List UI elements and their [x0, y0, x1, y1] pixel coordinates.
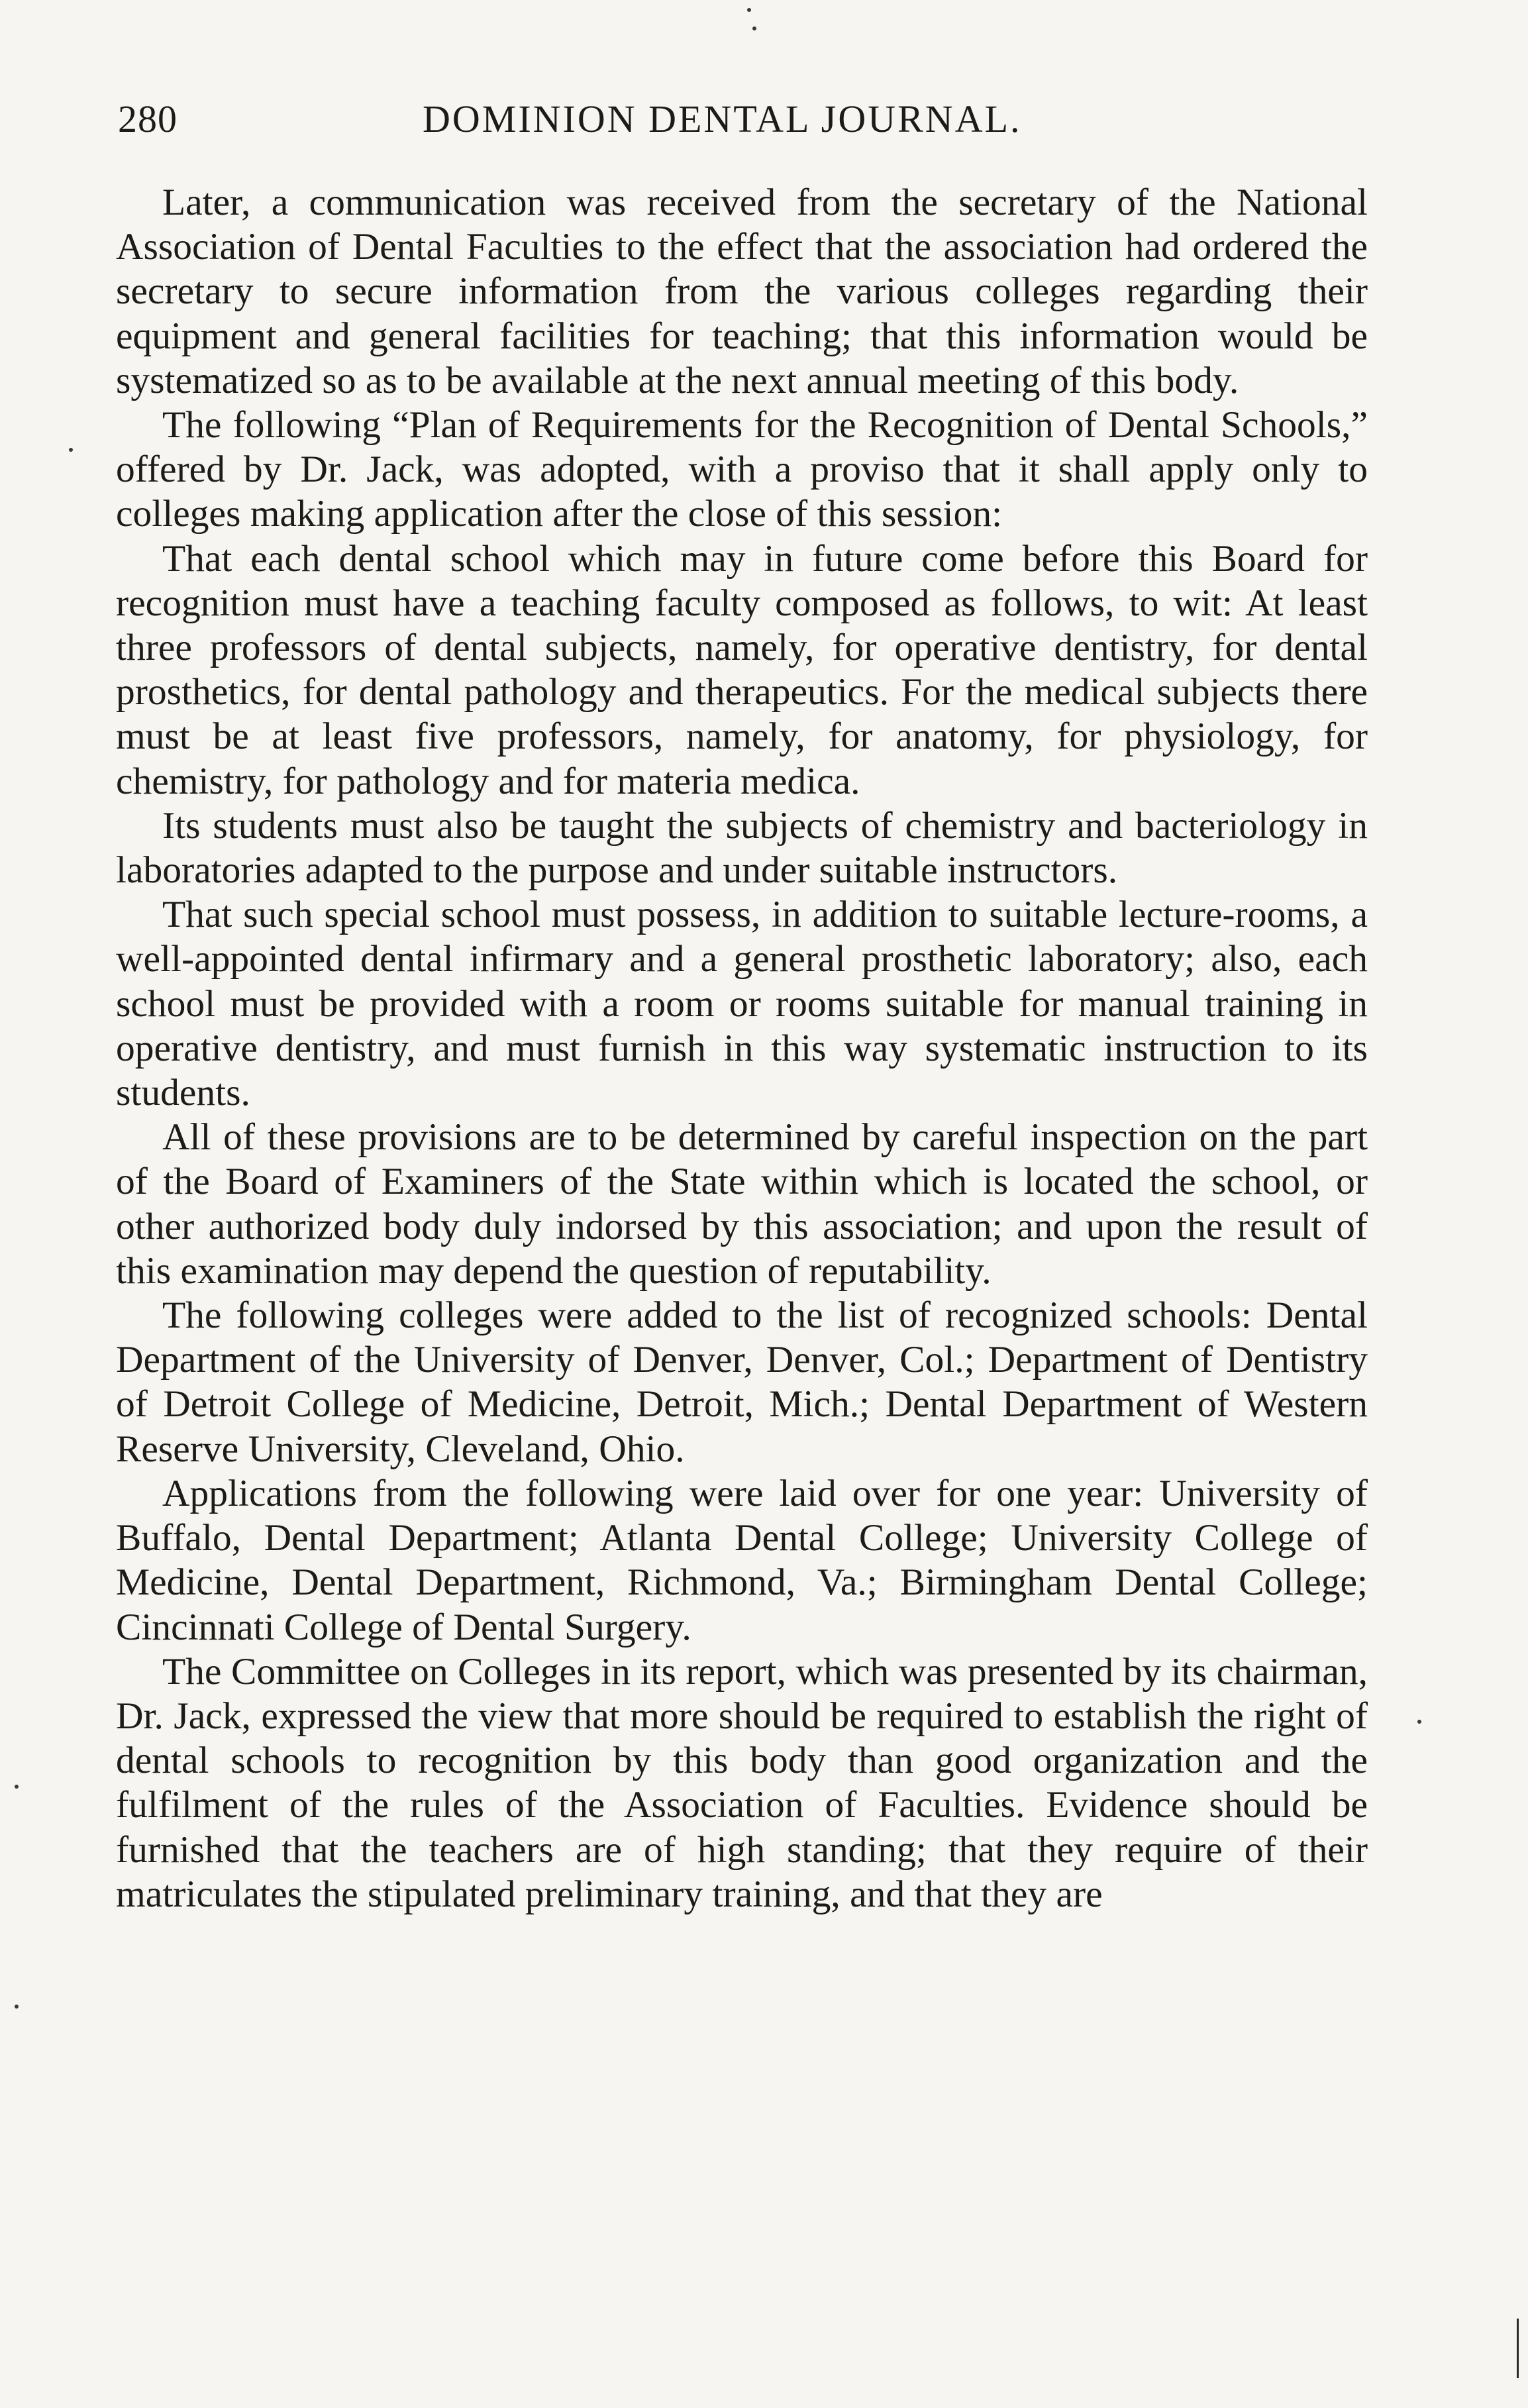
print-speck — [15, 1785, 19, 1789]
running-head — [118, 93, 1363, 146]
paragraph-laboratories: Its students must also be taught the subjects of chemistry and bacteriology in laboratories adapted to the purpose and under suitable instructors. — [116, 804, 1368, 892]
paragraph-infirmary: That such special school must possess, in addition to suitable lecture-rooms, a well-appointed dental infirmary and a general prosthetic laboratory; also, each school must be provided with a room or rooms suitable for manual training in operative dentistry, and must furnish in this way systematic instruction to its students. — [116, 894, 1368, 1114]
paragraph-plan-of-requirements: The following “Plan of Requirements for the Recognition of Dental Schools,” offered by Dr. Jack, was adopted, with a proviso that it shall apply only to colleges making application after the close of this session: — [116, 404, 1368, 535]
paragraph-faculties-communication: Later, a communication was received from the secretary of the National Association of Dental Faculties to the effect that the association had ordered the secretary to secure information from the various colleges regarding their equipment and general facilities for teaching; that this information would be systematized so as to be available at the next annual meeting of this body. — [116, 182, 1368, 401]
print-speck — [752, 26, 756, 30]
print-speck — [1417, 1720, 1421, 1724]
body-text — [116, 180, 1368, 1916]
paragraph-recognized-schools: The following colleges were added to the list of recognized schools: Dental Department of the University of Denver, Denver, Col.; Department of Dentistry of Detroit College of Medicine, Detroit, Mich.; Dental Department of Western Reserve University, Cleveland, Ohio. — [116, 1294, 1368, 1470]
print-speck — [747, 8, 751, 12]
page-edge-mark — [1517, 2319, 1519, 2378]
paragraph-inspection: All of these provisions are to be determined by careful inspection on the part of the Board of Examiners of the State within which is located the school, or other authorized body duly indorsed by this association; and upon the result of this examination may depend the question of reputability. — [116, 1116, 1368, 1292]
print-speck — [69, 448, 73, 452]
paragraph-committee-report: The Committee on Colleges in its report, which was presented by its chairman, Dr. Jack, expressed the view that more should be required to establish the right of dental schools to recognition by this body than good organization and the fulfilment of the rules of the Association of Faculties. Evidence should be furnished that the teachers are of high standing; that they require of their matriculates the stipulated preliminary training, and that they are — [116, 1650, 1368, 1915]
paragraph-teaching-faculty: That each dental school which may in future come before this Board for recognition must have a teaching faculty composed as follows, to wit: At least three professors of dental subjects, namely, for operative dentistry, for dental prosthetics, for dental pathology and therapeutics. For the medical subjects there must be at least five professors, namely, for anatomy, for physiology, for chemistry, for pathology and for materia medica. — [116, 537, 1368, 802]
journal-title: DOMINION DENTAL JOURNAL. — [423, 97, 1022, 140]
paragraph-applications-laid-over: Applications from the following were laid over for one year: University of Buffalo, Dental Department; Atlanta Dental College; University College of Medicine, Dental Department, Richmond, Va.; Birmingham Dental College; Cincinnati College of Dental Surgery. — [116, 1472, 1368, 1648]
page-number: 280 — [118, 97, 178, 140]
print-speck — [15, 2005, 19, 2009]
